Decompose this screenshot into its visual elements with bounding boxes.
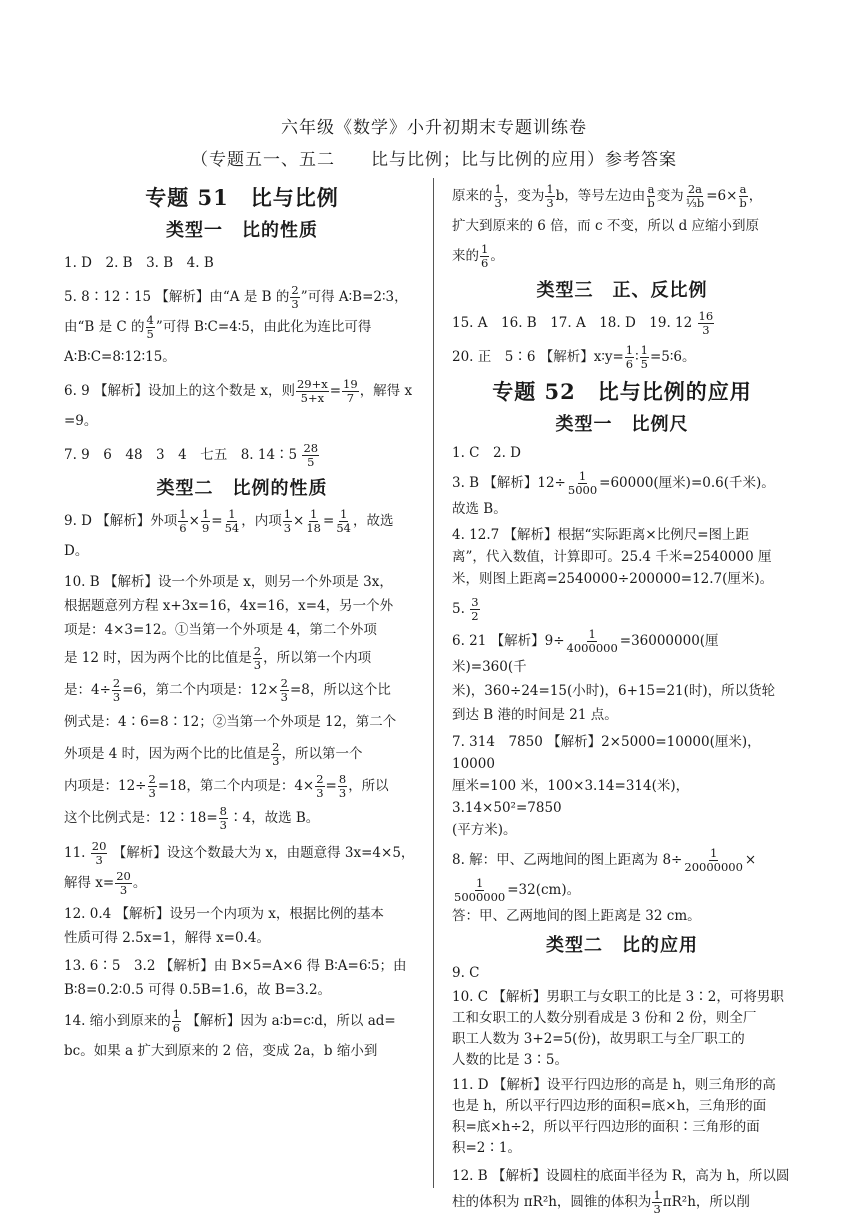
fraction (338, 773, 347, 800)
answer-text: 故选 B。 (452, 501, 507, 517)
denominator: b (647, 196, 655, 210)
numerator: 8 (338, 772, 347, 786)
answer-text: × (293, 513, 305, 529)
answer-text: 积=2∶1。 (452, 1140, 521, 1156)
numerator: 1 (546, 182, 554, 196)
fraction (224, 508, 241, 535)
answer-text: 。 (132, 875, 147, 891)
numerator: 2 (291, 283, 299, 297)
right-column (452, 180, 792, 1220)
numerator: 1 (494, 182, 502, 196)
answer-text: 根据题意列方程 x+3x=16，4x=16，x=4，另一个外 (64, 598, 394, 614)
numerator: 2 (272, 740, 280, 754)
numerator: a (739, 182, 747, 196)
numerator: 1 (709, 846, 718, 860)
answer-text: 答：甲、乙两地间的图上距离是 32 cm。 (452, 908, 701, 924)
answer-text: 13. 6∶5 3.2 【解析】由 B×5=A×6 得 B∶A=6∶5；由 (64, 958, 407, 974)
denominator: 54 (336, 521, 351, 535)
numerator: 1 (640, 343, 648, 357)
fraction (178, 508, 187, 535)
answer-text: 【解析】因为 a∶b=c∶d，所以 ad= (186, 1013, 396, 1029)
answer-text: 职工人数为 3+2=5(份)，故男职工与全厂职工的 (452, 1031, 745, 1047)
answer-text: b，等号左边由 (555, 188, 646, 204)
answer-text: = (325, 778, 337, 794)
denominator: 3 (316, 786, 324, 800)
answer-text: 11. (64, 845, 86, 861)
answer-text: 原来的 (452, 188, 493, 204)
numerator: 19 (343, 377, 358, 391)
answer-text: πR²h，所以削 (662, 1194, 750, 1210)
denominator: 3 (112, 690, 121, 704)
answer-item (452, 594, 792, 624)
answer-item (64, 506, 420, 566)
denominator: 3 (280, 690, 288, 704)
fraction (698, 310, 715, 337)
fraction (201, 508, 210, 535)
numerator: 3 (471, 595, 479, 609)
answer-item (64, 282, 420, 372)
answer-text: 15. A 16. B 17. A 18. D 19. 12 (452, 315, 693, 331)
answer-item (452, 442, 792, 464)
answer-text: ，变为 (503, 188, 545, 204)
answer-text: 6. 21 【解析】9÷ (452, 633, 565, 649)
numerator: 1 (653, 1188, 661, 1202)
fraction (335, 508, 352, 535)
denominator: 6 (179, 521, 187, 535)
answer-text: 3. B 【解析】12÷ (452, 475, 566, 491)
answer-item (452, 1163, 792, 1216)
fraction (545, 183, 554, 210)
answer-text: = (211, 513, 223, 529)
numerator: 20 (91, 839, 107, 853)
answer-item (452, 987, 792, 1071)
answer-item (64, 570, 420, 834)
fraction (280, 677, 289, 704)
answer-item (452, 180, 792, 272)
fraction (470, 596, 479, 623)
answer-text: =32(cm)。 (507, 882, 581, 898)
answer-text: 来的 (452, 248, 479, 264)
answer-text: 扩大到原来的 6 倍，而 c 不变，所以 d 应缩小到原 (452, 218, 760, 234)
answer-item (452, 1075, 792, 1159)
numerator: 1 (310, 507, 318, 521)
fraction (342, 378, 359, 405)
answer-text: = (323, 513, 335, 529)
answer-text: 5. 8∶12∶15 【解析】由“A 是 B 的 (64, 289, 290, 305)
numerator: 1 (172, 1007, 181, 1021)
numerator: 16 (698, 309, 714, 323)
answer-text: 性质可得 2.5x=1，解得 x=0.4。 (64, 930, 270, 946)
numerator: 1 (201, 507, 210, 521)
fraction (315, 773, 324, 800)
fraction (112, 677, 121, 704)
answer-text: ， (748, 188, 763, 204)
fraction (253, 645, 262, 672)
answer-text: 。 (490, 248, 504, 264)
answer-text: 变为 (656, 188, 684, 204)
denominator: 5 (640, 357, 648, 371)
answer-text: 11. D 【解析】设平行四边形的高是 h，则三角形的高 (452, 1077, 776, 1093)
answer-text: 4. 12.7 【解析】根据“实际距离×比例尺=图上距 (452, 527, 750, 543)
denominator: 5 (146, 327, 154, 341)
denominator: 6 (625, 357, 634, 371)
answer-text: 例式是：4∶6=8∶12；②当第一个外项是 12，第二个 (64, 714, 397, 730)
fraction (567, 470, 598, 497)
answer-text: A∶B∶C=8∶12∶15。 (64, 349, 176, 365)
answer-text: 6. 9 【解析】设加上的这个数是 x，则 (64, 383, 295, 399)
fraction (652, 1189, 661, 1216)
fraction (640, 344, 649, 371)
answer-item (64, 954, 420, 1002)
answer-item (452, 628, 792, 727)
answer-text: 1. C 2. D (452, 445, 521, 461)
fraction (566, 628, 619, 655)
type-heading: 类型二 比的应用 (546, 935, 698, 956)
denominator: b (739, 196, 747, 210)
numerator: 2 (112, 676, 121, 690)
answer-text: 14. 缩小到原来的 (64, 1013, 171, 1029)
numerator: 1 (475, 876, 484, 890)
fraction (453, 877, 506, 904)
answer-item (452, 524, 792, 590)
denominator: 3 (219, 818, 227, 832)
answer-text: bc。如果 a 扩大到原来的 2 倍，变成 2a，b 缩小到 (64, 1043, 378, 1059)
answer-text: 积=底×h÷2，所以平行四边形的面积∶三角形的面 (452, 1119, 760, 1135)
denominator: 5 (307, 455, 315, 469)
answer-text: 米，则图上距离=2540000÷200000=12.7(厘米)。 (452, 571, 774, 587)
numerator: 2 (253, 644, 262, 658)
answer-text: B∶8=0.2∶0.5 可得 0.5B=1.6，故 B=3.2。 (64, 982, 332, 998)
numerator: 20 (116, 869, 131, 883)
denominator: 20000000 (684, 860, 743, 874)
fraction (148, 773, 157, 800)
denominator: 3 (95, 853, 103, 867)
answer-text: ∶4，故选 B。 (229, 810, 320, 826)
denominator: 5+x (300, 391, 325, 405)
answer-text: 工和女职工的人数分别看成是 3 份和 2 份，则全厂 (452, 1010, 757, 1026)
answer-item (64, 1006, 420, 1066)
denominator: 3 (546, 196, 554, 210)
denominator: 9 (201, 521, 210, 535)
topic-heading: 专题 52 比与比例的应用 (492, 379, 752, 404)
answer-text: = (329, 383, 342, 399)
answer-item (452, 468, 792, 520)
answer-text: 5. (452, 601, 465, 617)
type-heading: 类型二 比例的性质 (156, 478, 328, 499)
answer-text: =6，第二个内项是：12× (122, 682, 279, 698)
numerator: 1 (339, 507, 348, 521)
numerator: a (647, 182, 655, 196)
type-heading: 类型一 比的性质 (166, 220, 318, 241)
answer-text: 12. 0.4 【解析】设另一个内项为 x，根据比例的基本 (64, 906, 384, 922)
answer-text: ，解得 x (359, 383, 413, 399)
answer-text: 10. B 【解析】设一个外项是 x，则另一个外项是 3x， (64, 574, 393, 590)
answer-text: =9。 (64, 413, 98, 429)
answer-text: 人数的比是 3∶5。 (452, 1052, 568, 1068)
answer-text: ∶ (635, 349, 639, 365)
denominator: 3 (283, 521, 292, 535)
answer-text: 7. 9 6 48 3 4 七五 8. 14∶5 (64, 447, 298, 463)
answer-text: 内项是：12÷ (64, 778, 147, 794)
fraction (738, 183, 747, 210)
answer-text: ”可得 B∶C=4∶5，由此化为连比可得 (155, 319, 372, 335)
answer-text: 外项是 4 时，因为两个比的比值是 (64, 746, 271, 762)
numerator: 8 (219, 804, 227, 818)
answer-text: 7. 314 7850 【解析】2×5000=10000(厘米)，10000 (452, 734, 761, 772)
answer-item (452, 845, 792, 927)
fraction (219, 805, 228, 832)
fraction (683, 847, 744, 874)
answer-text: × (188, 513, 200, 529)
answer-text: 解得 x= (64, 875, 115, 891)
denominator: 3 (494, 196, 502, 210)
answer-text: 9. C (452, 965, 480, 981)
denominator: ⅓b (685, 196, 705, 210)
fraction (625, 344, 634, 371)
answer-text: =8，所以这个比 (289, 682, 391, 698)
denominator: 4000000 (566, 641, 618, 655)
denominator: 3 (272, 754, 280, 768)
denominator: 7 (346, 391, 355, 405)
fraction (494, 183, 503, 210)
numerator: 1 (578, 469, 587, 483)
answer-text: 厘米=100 米，100×3.14=314(米)，3.14×50²=7850 (452, 778, 690, 816)
denominator: 5000000 (454, 890, 506, 904)
answer-item (452, 963, 792, 983)
fraction (290, 284, 299, 311)
type-heading: 类型三 正、反比例 (536, 280, 708, 301)
denominator: 3 (253, 658, 262, 672)
column-divider (433, 178, 434, 1188)
denominator: 2 (471, 609, 479, 623)
fraction (305, 508, 322, 535)
answer-text: 这个比例式是：12∶18= (64, 810, 218, 826)
answer-text: 项是：4×3=12。①当第一个外项是 4，第二个外项 (64, 622, 377, 638)
left-column (64, 180, 420, 1070)
type-heading: 类型一 比例尺 (555, 414, 689, 435)
fraction (271, 741, 280, 768)
fraction (646, 183, 655, 210)
answer-text: 10. C 【解析】男职工与女职工的比是 3∶2，可将男职 (452, 989, 784, 1005)
document-subtitle: （专题五一、五二 比与比例；比与比例的应用）参考答案 (191, 150, 677, 170)
answer-text: =18，第二个内项是：4× (157, 778, 315, 794)
numerator: 1 (283, 507, 292, 521)
answer-text: 12. B 【解析】设圆柱的底面半径为 R，高为 h，所以圆 (452, 1168, 790, 1184)
answer-text: 由“B 是 C 的 (64, 319, 145, 335)
answer-text: ，所以第一个 (281, 746, 363, 762)
numerator: 1 (179, 507, 187, 521)
answer-text: 到达 B 港的时间是 21 点。 (452, 707, 618, 723)
answer-text: 米)，360÷24=15(小时)，6+15=21(时)，所以货轮 (452, 683, 776, 699)
answer-item (64, 248, 420, 278)
denominator: 3 (119, 883, 128, 897)
answer-text: 柱的体积为 πR²h，圆锥的体积为 (452, 1194, 652, 1210)
answer-text: 20. 正 5∶6 【解析】x∶y= (452, 349, 624, 365)
answer-text: × (744, 852, 757, 868)
topic-heading: 专题 51 比与比例 (145, 185, 339, 210)
fraction (115, 870, 132, 897)
numerator: 28 (303, 441, 319, 455)
answer-text: ”可得 A∶B=2∶3， (300, 289, 408, 305)
fraction (146, 314, 155, 341)
fraction (283, 508, 292, 535)
numerator: 1 (228, 507, 236, 521)
numerator: 29+x (296, 377, 328, 391)
denominator: 6 (172, 1021, 181, 1035)
denominator: 3 (702, 323, 710, 337)
answer-text: =60000(厘米)=0.6(千米)。 (599, 475, 775, 491)
answer-text: 离”，代入数值，计算即可。25.4 千米=2540000 厘 (452, 549, 772, 565)
fraction (91, 840, 108, 867)
answer-item (64, 440, 420, 470)
answer-text: ，故选 D。 (64, 513, 394, 559)
numerator: 2 (316, 772, 324, 786)
answer-text: =36000000(厘米)=360(千 (452, 633, 719, 675)
answer-text: 也是 h，所以平行四边形的面积=底×h，三角形的面 (452, 1098, 767, 1114)
answer-text: 8. 解：甲、乙两地间的图上距离为 8÷ (452, 852, 683, 868)
answer-item (64, 376, 420, 436)
numerator: 1 (481, 242, 489, 256)
numerator: 2a (687, 182, 703, 196)
answer-item (452, 731, 792, 841)
denominator: 3 (338, 786, 347, 800)
answer-text: =5∶6。 (649, 349, 696, 365)
answer-text: =6× (706, 188, 738, 204)
answer-text: ，所以 (348, 778, 389, 794)
fraction (685, 183, 706, 210)
numerator: 2 (280, 676, 288, 690)
denominator: 3 (291, 297, 299, 311)
answer-item (452, 342, 792, 372)
numerator: 1 (625, 343, 634, 357)
denominator: 5000 (567, 483, 598, 497)
answer-item (452, 308, 792, 338)
answer-item (64, 838, 420, 898)
denominator: 3 (653, 1202, 661, 1216)
numerator: 4 (146, 313, 154, 327)
answer-text: ，内项 (241, 513, 282, 529)
answer-item (64, 902, 420, 950)
fraction (302, 442, 319, 469)
answer-text: ，所以第一个内项 (263, 650, 372, 666)
numerator: 2 (148, 772, 156, 786)
denominator: 54 (224, 521, 240, 535)
answer-text: 是 12 时，因为两个比的比值是 (64, 650, 252, 666)
denominator: 18 (306, 521, 321, 535)
fraction (296, 378, 329, 405)
document-title: 六年级《数学》小升初期末专题训练卷 (281, 118, 587, 138)
answer-text: 是：4÷ (64, 682, 111, 698)
answer-text: 【解析】设这个数最大为 x，由题意得 3x=4×5， (112, 845, 415, 861)
answer-text: (平方米)。 (452, 822, 517, 838)
answer-text: 1. D 2. B 3. B 4. B (64, 255, 214, 271)
fraction (172, 1008, 181, 1035)
denominator: 6 (481, 256, 489, 270)
fraction (480, 243, 489, 270)
answer-text: 9. D 【解析】外项 (64, 513, 178, 529)
numerator: 1 (588, 627, 596, 641)
denominator: 3 (148, 786, 156, 800)
